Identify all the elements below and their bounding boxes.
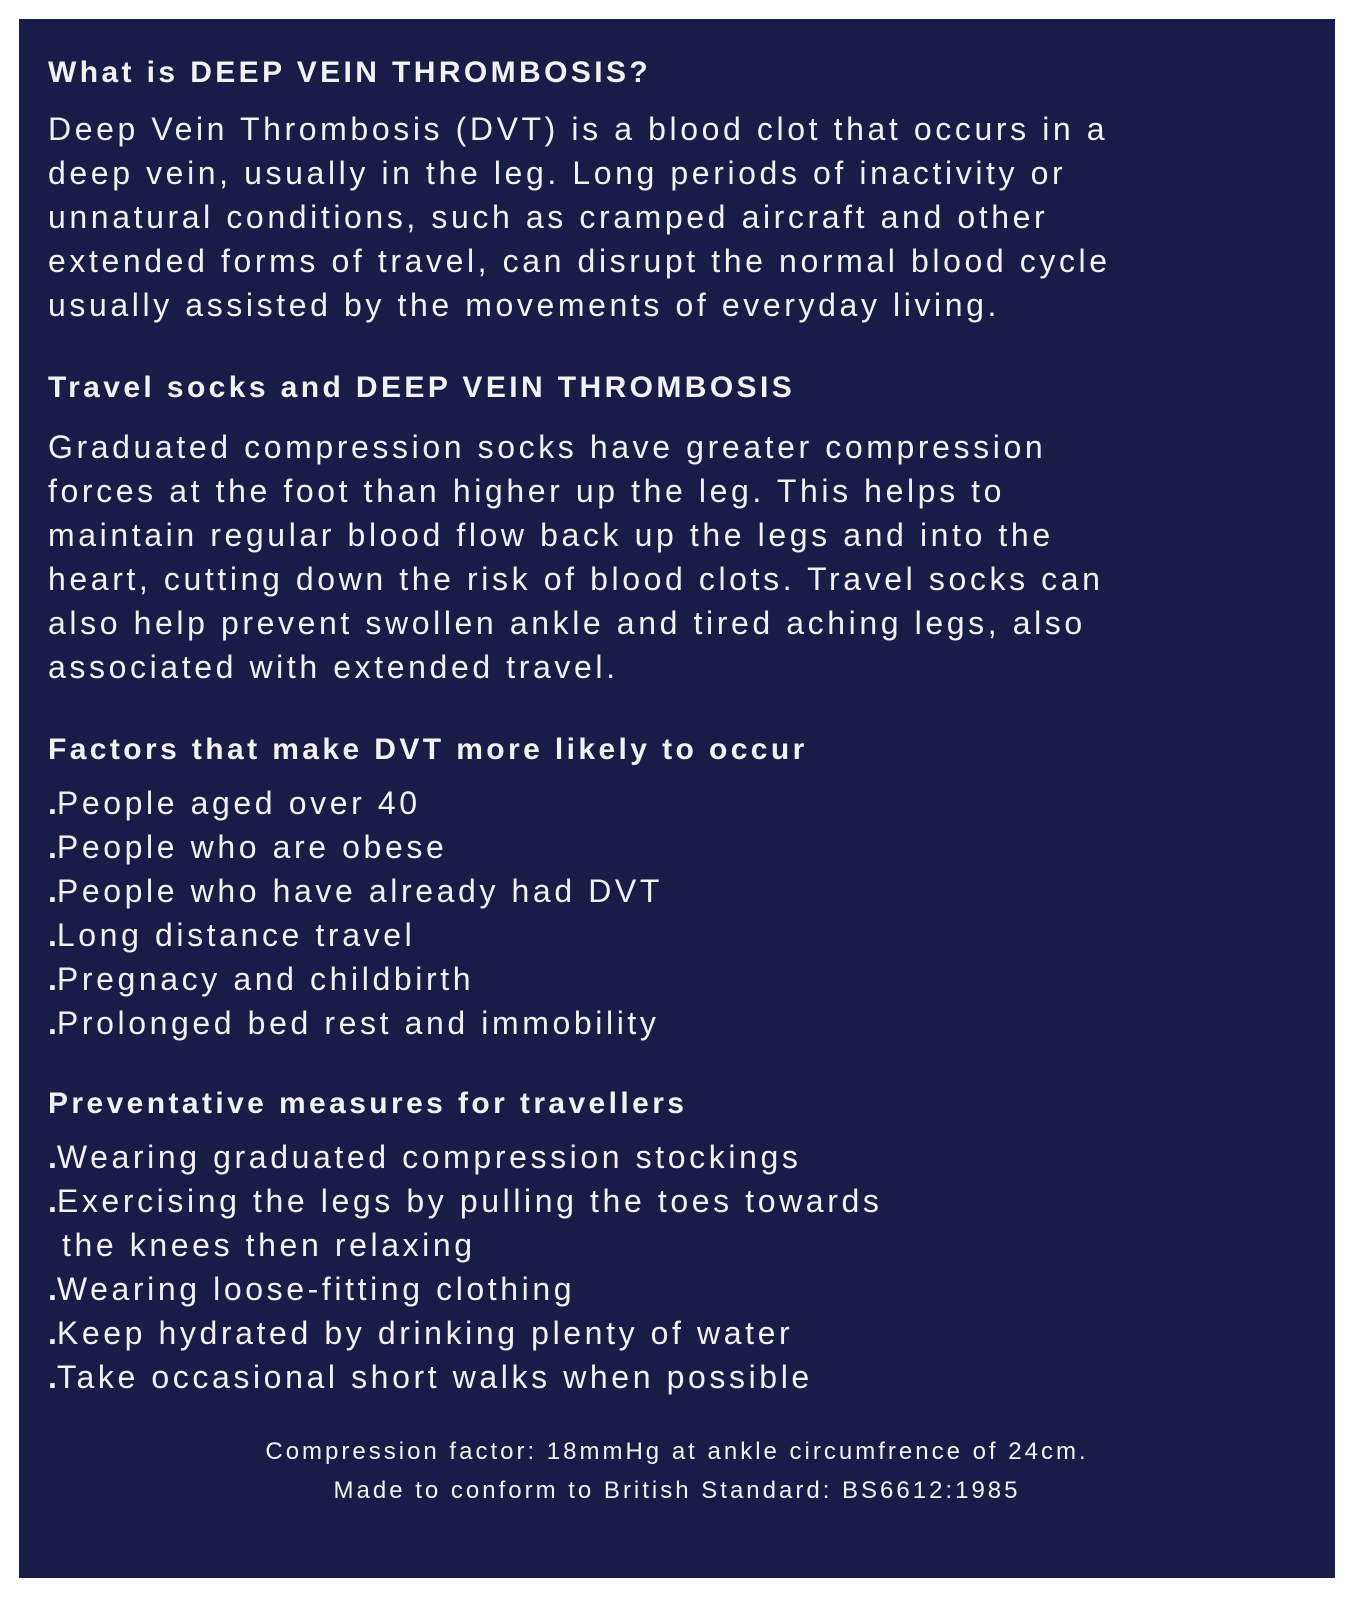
info-panel (19, 19, 1335, 1578)
bullet-dot-icon: . (48, 1183, 57, 1219)
list-item-continuation (48, 1223, 882, 1267)
list-item (48, 1179, 882, 1223)
list-item (48, 1311, 882, 1355)
paragraph-line: deep vein, usually in the leg. Long periods of inactivity or (48, 155, 1067, 191)
paragraph-line: Deep Vein Thrombosis (DVT) is a blood clot that occurs in a (48, 111, 1109, 147)
paragraph-line: also help prevent swollen ankle and tired aching legs, also (48, 605, 1086, 641)
list-item (48, 1267, 882, 1311)
bullet-dot-icon: . (48, 1139, 57, 1175)
bullet-dot-icon: . (48, 1359, 57, 1395)
list-item (48, 957, 663, 1001)
list-item-text: Exercising the legs by pulling the toes towards (56, 1183, 883, 1219)
list-item-text: the knees then relaxing (62, 1227, 476, 1263)
list-item-text: People who are obese (56, 829, 448, 865)
paragraph-line: associated with extended travel. (48, 649, 619, 685)
paragraph-line: maintain regular blood flow back up the legs and into the (48, 517, 1054, 553)
list-item-text: Pregnacy and childbirth (56, 961, 475, 997)
footer-british-standard: Made to conform to British Standard: BS6612:1985 (333, 1477, 1021, 1504)
list-item (48, 781, 663, 825)
bullet-dot-icon: . (48, 785, 57, 821)
paragraph-line: Graduated compression socks have greater compression (48, 429, 1047, 465)
list-item-text: People who have already had DVT (56, 873, 664, 909)
bullet-dot-icon: . (48, 1271, 57, 1307)
bullet-dot-icon: . (48, 917, 57, 953)
list-item (48, 913, 663, 957)
list-item-text: Wearing graduated compression stockings (56, 1139, 802, 1175)
list-item-text: People aged over 40 (56, 785, 421, 821)
footer-compression-factor: Compression factor: 18mmHg at ankle circumfrence of 24cm. (265, 1438, 1089, 1465)
bullet-dot-icon: . (48, 829, 57, 865)
bullet-dot-icon: . (48, 1005, 57, 1041)
bullet-dot-icon: . (48, 1315, 57, 1351)
section-heading-dvt-factors: Factors that make DVT more likely to occur (48, 733, 808, 766)
list-item (48, 1135, 882, 1179)
paragraph-line: heart, cutting down the risk of blood clots. Travel socks can (48, 561, 1104, 597)
bullet-dot-icon: . (48, 873, 57, 909)
paragraph-line: forces at the foot than higher up the leg. This helps to (48, 473, 1006, 509)
bullet-dot-icon: . (48, 961, 57, 997)
list-item (48, 825, 663, 869)
list-item (48, 869, 663, 913)
section-heading-what-is-dvt: What is DEEP VEIN THROMBOSIS? (48, 56, 652, 89)
paragraph-line: extended forms of travel, can disrupt the normal blood cycle (48, 243, 1111, 279)
section-heading-travel-socks: Travel socks and DEEP VEIN THROMBOSIS (48, 371, 796, 404)
list-item-text: Long distance travel (56, 917, 416, 953)
paragraph-line: usually assisted by the movements of everyday living. (48, 287, 1001, 323)
list-item-text: Prolonged bed rest and immobility (56, 1005, 660, 1041)
preventative-measures-list (48, 1135, 882, 1399)
list-item (48, 1001, 663, 1045)
section-heading-preventative-measures: Preventative measures for travellers (48, 1087, 688, 1120)
paragraph-line: unnatural conditions, such as cramped aircraft and other (48, 199, 1049, 235)
list-item-text: Take occasional short walks when possible (56, 1359, 813, 1395)
list-item (48, 1355, 882, 1399)
dvt-factors-list (48, 781, 663, 1045)
section-paragraph-travel-socks (48, 425, 1104, 689)
section-paragraph-what-is-dvt (48, 107, 1111, 327)
list-item-text: Wearing loose-fitting clothing (56, 1271, 576, 1307)
list-item-text: Keep hydrated by drinking plenty of water (56, 1315, 794, 1351)
compression-footer (19, 1432, 1335, 1510)
